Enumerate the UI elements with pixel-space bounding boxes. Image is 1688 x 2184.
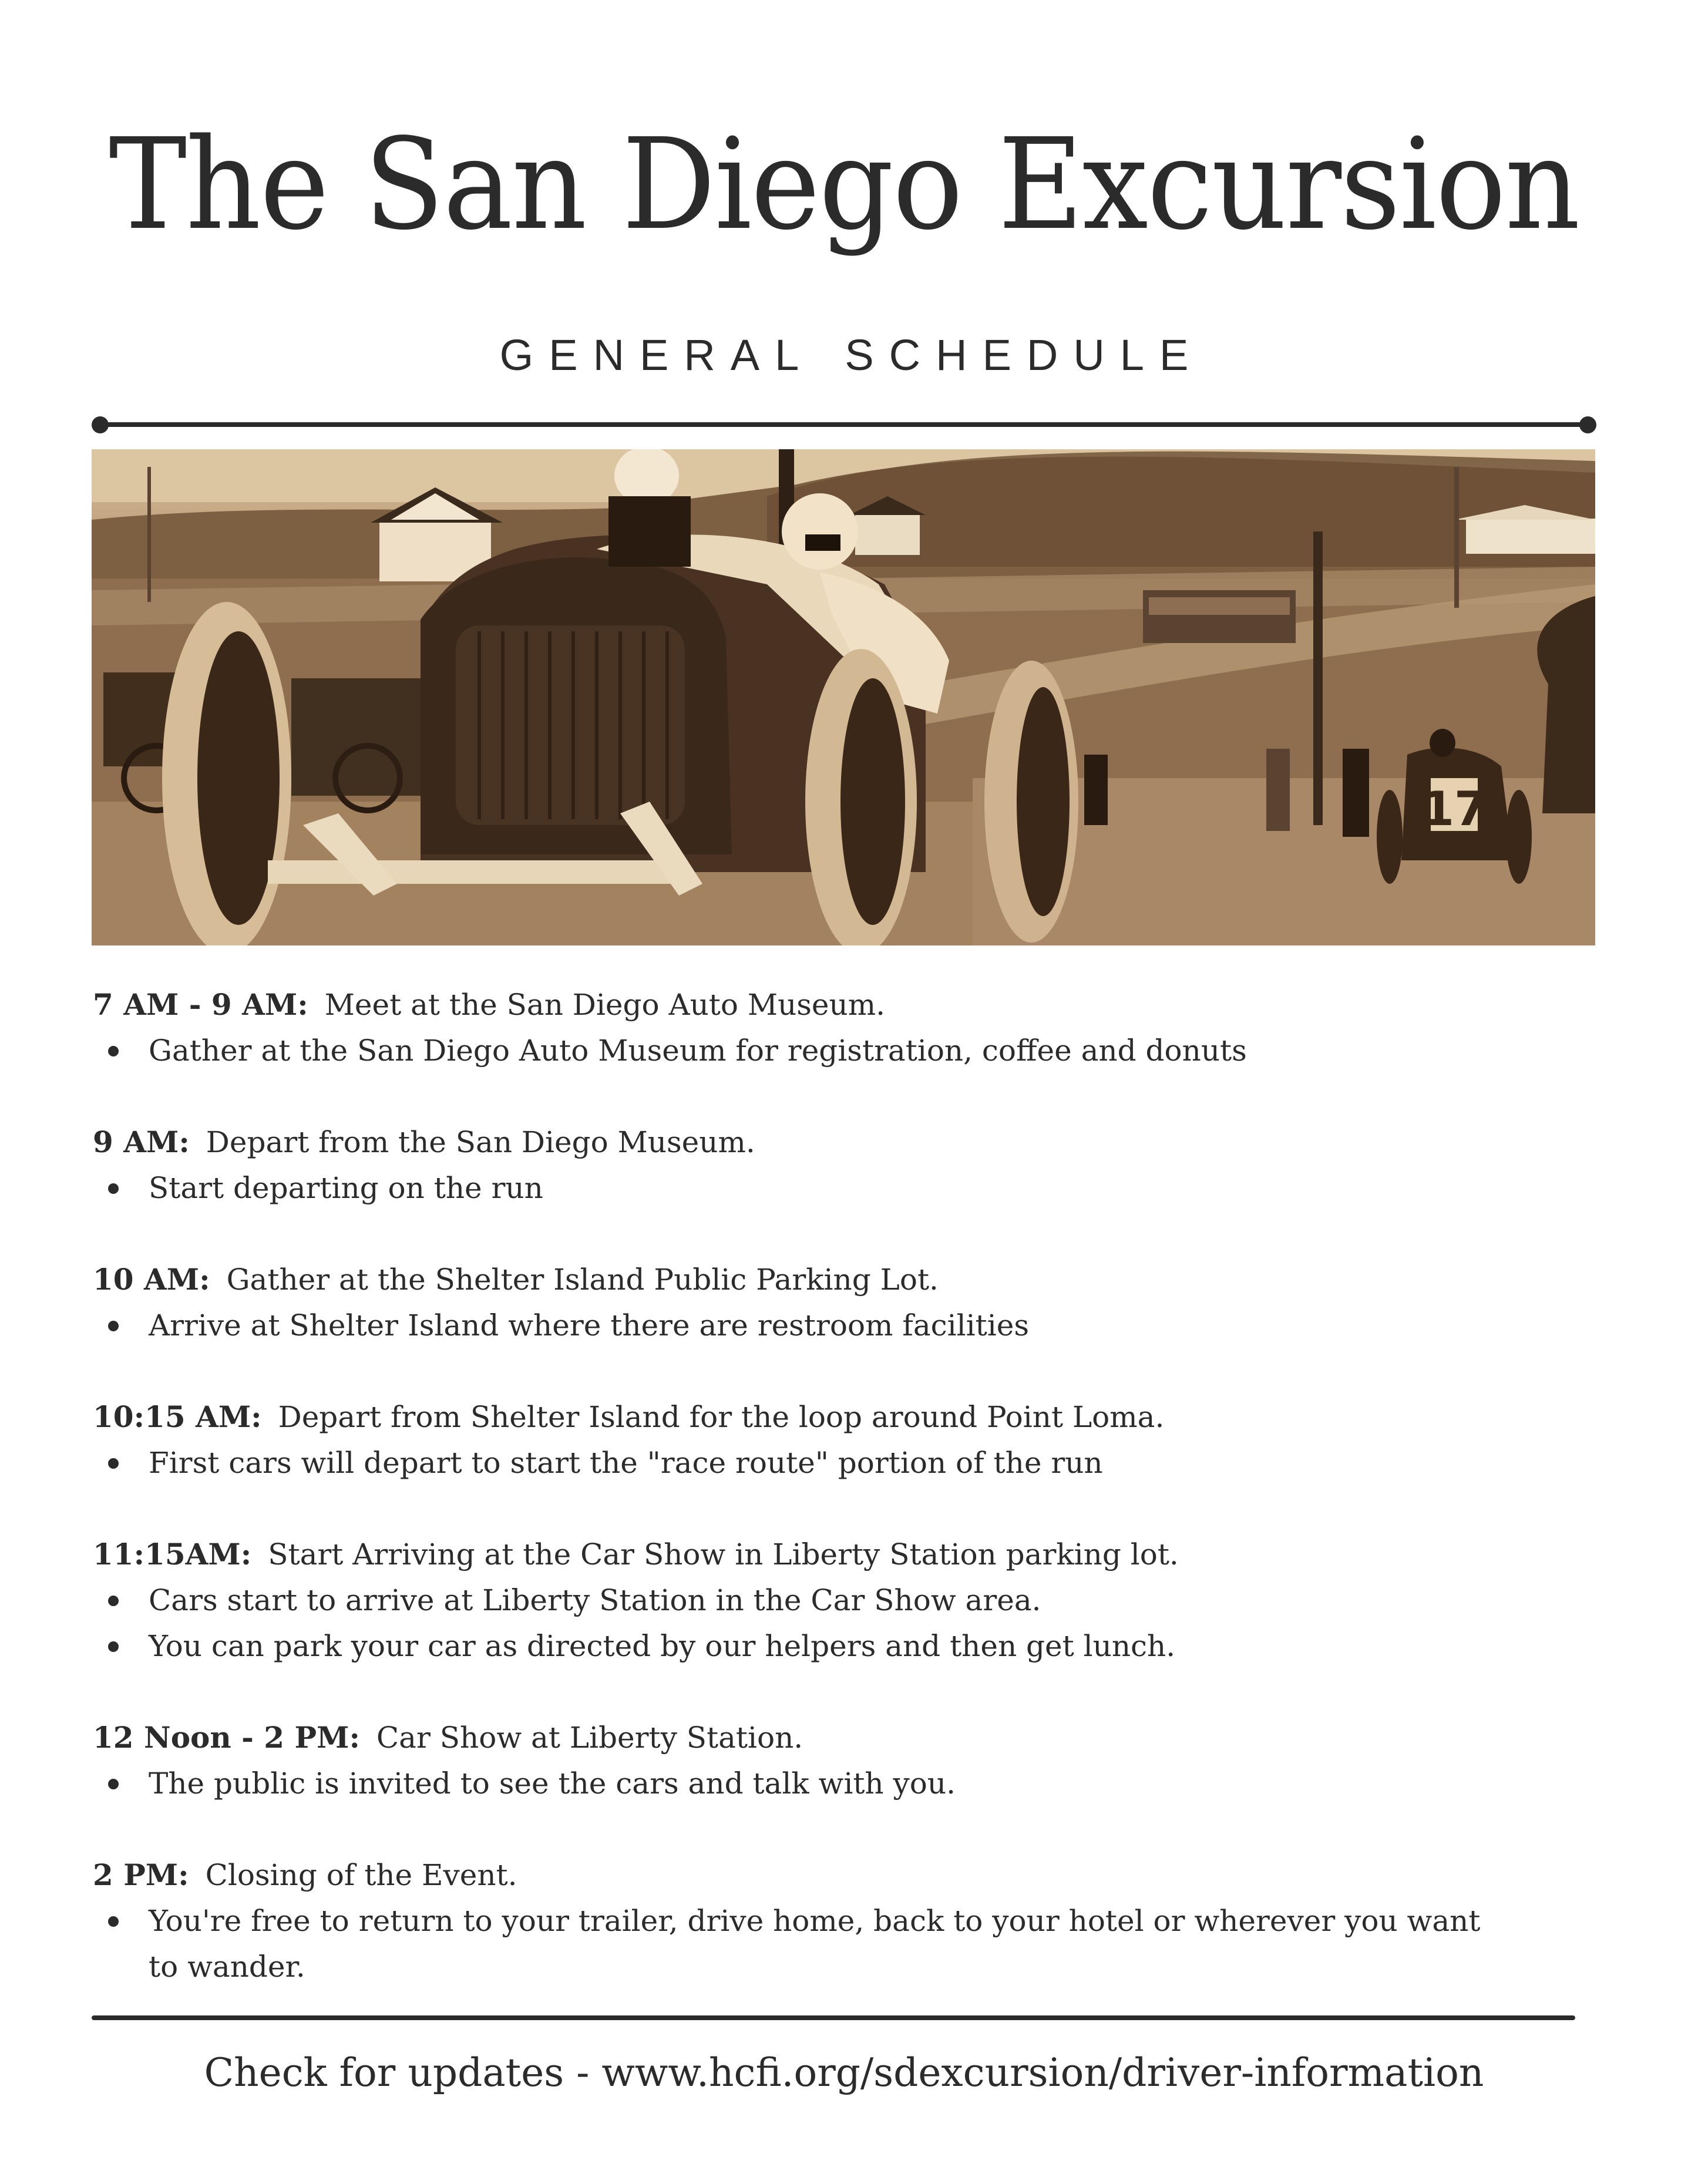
bullet-item: Arrive at Shelter Island where there are restroom facilities xyxy=(93,1303,1596,1348)
schedule-title: Depart from the San Diego Museum. xyxy=(206,1125,755,1159)
schedule-title: Car Show at Liberty Station. xyxy=(376,1721,803,1755)
schedule-title: Gather at the Shelter Island Public Parking Lot. xyxy=(226,1263,939,1297)
vintage-race-photo xyxy=(92,449,1595,945)
schedule-item-header xyxy=(93,1119,1596,1165)
schedule-time: 9 AM: xyxy=(93,1125,190,1159)
bullet-item: You can park your car as directed by our helpers and then get lunch. xyxy=(93,1623,1596,1669)
bullet-icon xyxy=(108,1458,119,1469)
schedule-time: 2 PM: xyxy=(93,1857,189,1892)
divider-dot-right xyxy=(1579,416,1596,433)
schedule-title: Meet at the San Diego Auto Museum. xyxy=(324,988,886,1022)
bullet-icon xyxy=(108,1183,119,1194)
subtitle xyxy=(0,329,1688,382)
schedule-bullets xyxy=(93,1440,1596,1486)
bullet-item: You're free to return to your trailer, drive home, back to your hotel or wherever you want to wander. xyxy=(93,1898,1596,1990)
schedule-item xyxy=(93,1119,1596,1211)
schedule-title: Closing of the Event. xyxy=(205,1858,517,1892)
footer-updates-link[interactable]: Check for updates - www.hcfi.org/sdexcursion/driver-information xyxy=(204,2050,1484,2095)
schedule-time: 10 AM: xyxy=(93,1262,210,1297)
svg-text:17: 17 xyxy=(1421,782,1487,836)
bullet-icon xyxy=(108,1321,119,1331)
bottom-divider xyxy=(92,2015,1575,2020)
schedule-title: Depart from Shelter Island for the loop around Point Loma. xyxy=(278,1400,1165,1434)
schedule-item xyxy=(93,982,1596,1074)
schedule-bullets xyxy=(93,1898,1596,1990)
schedule-item-header xyxy=(93,1532,1596,1577)
page-title: The San Diego Excursion xyxy=(109,112,1579,258)
subtitle-word-1: GENERAL xyxy=(499,331,815,379)
schedule-bullets xyxy=(93,1165,1596,1211)
bullet-icon xyxy=(108,1779,119,1789)
schedule-item-header xyxy=(93,1394,1596,1440)
race-car-illustration xyxy=(92,449,1595,945)
schedule-item xyxy=(93,1532,1596,1669)
bullet-item: Cars start to arrive at Liberty Station in the Car Show area. xyxy=(93,1577,1596,1623)
schedule-item xyxy=(93,1852,1596,1990)
bullet-item: Start departing on the run xyxy=(93,1165,1596,1211)
schedule-bullets xyxy=(93,1303,1596,1348)
bullet-item: The public is invited to see the cars and talk with you. xyxy=(93,1761,1596,1806)
bullet-icon xyxy=(108,1046,119,1056)
top-divider xyxy=(100,422,1588,427)
schedule-title: Start Arriving at the Car Show in Liberty Station parking lot. xyxy=(268,1537,1179,1571)
schedule-item-header xyxy=(93,982,1596,1028)
schedule-list xyxy=(93,982,1596,1990)
schedule-time: 7 AM - 9 AM: xyxy=(93,987,308,1022)
bullet-icon xyxy=(108,1916,119,1927)
subtitle-word-2: SCHEDULE xyxy=(845,331,1204,379)
schedule-bullets xyxy=(93,1028,1596,1074)
schedule-item-header xyxy=(93,1257,1596,1303)
schedule-time: 10:15 AM: xyxy=(93,1399,262,1434)
schedule-item-header xyxy=(93,1852,1596,1898)
bullet-icon xyxy=(108,1641,119,1652)
bullet-item: Gather at the San Diego Auto Museum for registration, coffee and donuts xyxy=(93,1028,1596,1074)
bullet-icon xyxy=(108,1596,119,1606)
schedule-bullets xyxy=(93,1577,1596,1669)
schedule-item xyxy=(93,1394,1596,1486)
schedule-item-header xyxy=(93,1715,1596,1761)
schedule-time: 12 Noon - 2 PM: xyxy=(93,1720,360,1755)
schedule-bullets xyxy=(93,1761,1596,1806)
schedule-time: 11:15AM: xyxy=(93,1537,252,1571)
schedule-item xyxy=(93,1257,1596,1348)
bullet-item: First cars will depart to start the "race route" portion of the run xyxy=(93,1440,1596,1486)
schedule-item xyxy=(93,1715,1596,1806)
